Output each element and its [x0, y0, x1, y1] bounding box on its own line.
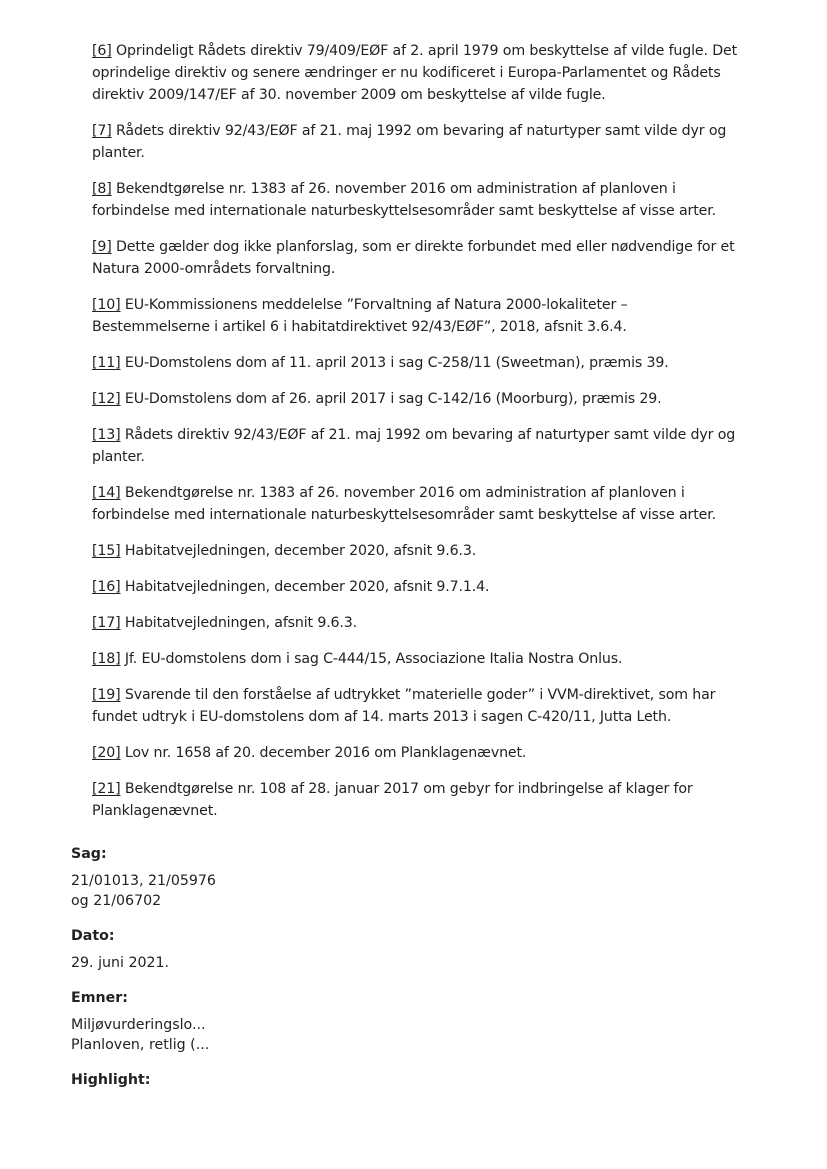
footnote-ref-link[interactable]: [9]	[92, 239, 112, 255]
footnote-ref-link[interactable]: [11]	[92, 355, 121, 371]
footnote-ref-link[interactable]: [17]	[92, 615, 121, 631]
footnote-text: Bekendtgørelse nr. 1383 af 26. november 2016 om administration af planloven i forbindelse med internationale naturbeskyttelsesområder samt beskyttelse af visse arter.	[92, 181, 716, 219]
footnote-text: Habitatvejledningen, december 2020, afsnit 9.6.3.	[120, 543, 477, 559]
footnote-text: Svarende til den forståelse af udtrykket ”materielle goder” i VVM-direktivet, som har fundet udtryk i EU-domstolens dom af 14. marts 2013 i sagen C-420/11, Jutta Leth.	[92, 687, 716, 725]
footnote-text: Bekendtgørelse nr. 108 af 28. januar 2017 om gebyr for indbringelse af klager for Planklagenævnet.	[92, 781, 693, 819]
footnote-ref-link[interactable]: [15]	[92, 543, 121, 559]
footnote-text: Lov nr. 1658 af 20. december 2016 om Planklagenævnet.	[120, 745, 527, 761]
footnote-text: EU-Domstolens dom af 26. april 2017 i sag C-142/16 (Moorburg), præmis 29.	[120, 391, 662, 407]
footnote-21	[92, 778, 737, 822]
footnote-12	[92, 388, 737, 410]
dato-value-text: 29. juni 2021.	[71, 955, 170, 971]
emner-value	[71, 1015, 371, 1055]
dato-value	[71, 953, 371, 973]
footnote-ref-link[interactable]: [19]	[92, 687, 121, 703]
highlight-label: Highlight:	[71, 1072, 151, 1088]
footnote-text: Bekendtgørelse nr. 1383 af 26. november 2016 om administration af planloven i forbindelse med internationale naturbeskyttelsesområder samt beskyttelse af visse arter.	[92, 485, 716, 523]
sag-label: Sag:	[71, 846, 107, 862]
footnote-ref-link[interactable]: [18]	[92, 651, 121, 667]
footnote-9	[92, 236, 737, 280]
footnote-ref-link[interactable]: [21]	[92, 781, 121, 797]
dato-label: Dato:	[71, 928, 115, 944]
footnote-ref-link[interactable]: [6]	[92, 43, 112, 59]
footnote-15	[92, 540, 737, 562]
footnote-10	[92, 294, 737, 338]
emner-label: Emner:	[71, 990, 128, 1006]
footnote-text: EU-Kommissionens meddelelse ”Forvaltning af Natura 2000-lokaliteter – Bestemmelserne i artikel 6 i habitatdirektivet 92/43/EØF”, 2018, afsnit 3.6.4.	[92, 297, 628, 335]
footnote-text: Rådets direktiv 92/43/EØF af 21. maj 1992 om bevaring af naturtyper samt vilde dyr og planter.	[92, 123, 727, 161]
sag-value-line: og 21/06702	[71, 893, 162, 909]
footnote-17	[92, 612, 737, 634]
footnote-text: Oprindeligt Rådets direktiv 79/409/EØF af 2. april 1979 om beskyttelse af vilde fugle. Det oprindelige direktiv og senere ændringer er nu kodificeret i Europa-Parlamentet og Rådets direktiv 2009/147/EF af 30. november 2009 om beskyttelse af vilde fugle.	[92, 43, 737, 103]
footnote-8	[92, 178, 737, 222]
footnote-ref-link[interactable]: [7]	[92, 123, 112, 139]
footnote-11	[92, 352, 737, 374]
footnote-ref-link[interactable]: [13]	[92, 427, 121, 443]
footnote-18	[92, 648, 737, 670]
footnote-16	[92, 576, 737, 598]
footnote-14	[92, 482, 737, 526]
footnote-ref-link[interactable]: [16]	[92, 579, 121, 595]
footnote-text: Habitatvejledningen, december 2020, afsnit 9.7.1.4.	[120, 579, 490, 595]
footnote-text: Jf. EU-domstolens dom i sag C-444/15, Associazione Italia Nostra Onlus.	[120, 651, 623, 667]
sag-value-line: 21/01013, 21/05976	[71, 873, 216, 889]
emner-item: Miljøvurderingslo...	[71, 1017, 206, 1033]
footnote-text: Dette gælder dog ikke planforslag, som er direkte forbundet med eller nødvendige for et Natura 2000-områdets forvaltning.	[92, 239, 735, 277]
footnote-ref-link[interactable]: [12]	[92, 391, 121, 407]
footnote-ref-link[interactable]: [10]	[92, 297, 121, 313]
emner-item: Planloven, retlig (...	[71, 1037, 210, 1053]
footnote-text: Habitatvejledningen, afsnit 9.6.3.	[120, 615, 358, 631]
footnote-6	[92, 40, 737, 106]
footnote-19	[92, 684, 737, 728]
footnote-20	[92, 742, 737, 764]
footnote-ref-link[interactable]: [8]	[92, 181, 112, 197]
footnotes-list	[92, 40, 737, 836]
footnote-text: EU-Domstolens dom af 11. april 2013 i sag C-258/11 (Sweetman), præmis 39.	[120, 355, 669, 371]
footnote-ref-link[interactable]: [14]	[92, 485, 121, 501]
footnote-7	[92, 120, 737, 164]
sag-value	[71, 871, 371, 911]
footnote-13	[92, 424, 737, 468]
footnote-ref-link[interactable]: [20]	[92, 745, 121, 761]
footnote-text: Rådets direktiv 92/43/EØF af 21. maj 1992 om bevaring af naturtyper samt vilde dyr og planter.	[92, 427, 736, 465]
case-metadata	[71, 844, 371, 1097]
